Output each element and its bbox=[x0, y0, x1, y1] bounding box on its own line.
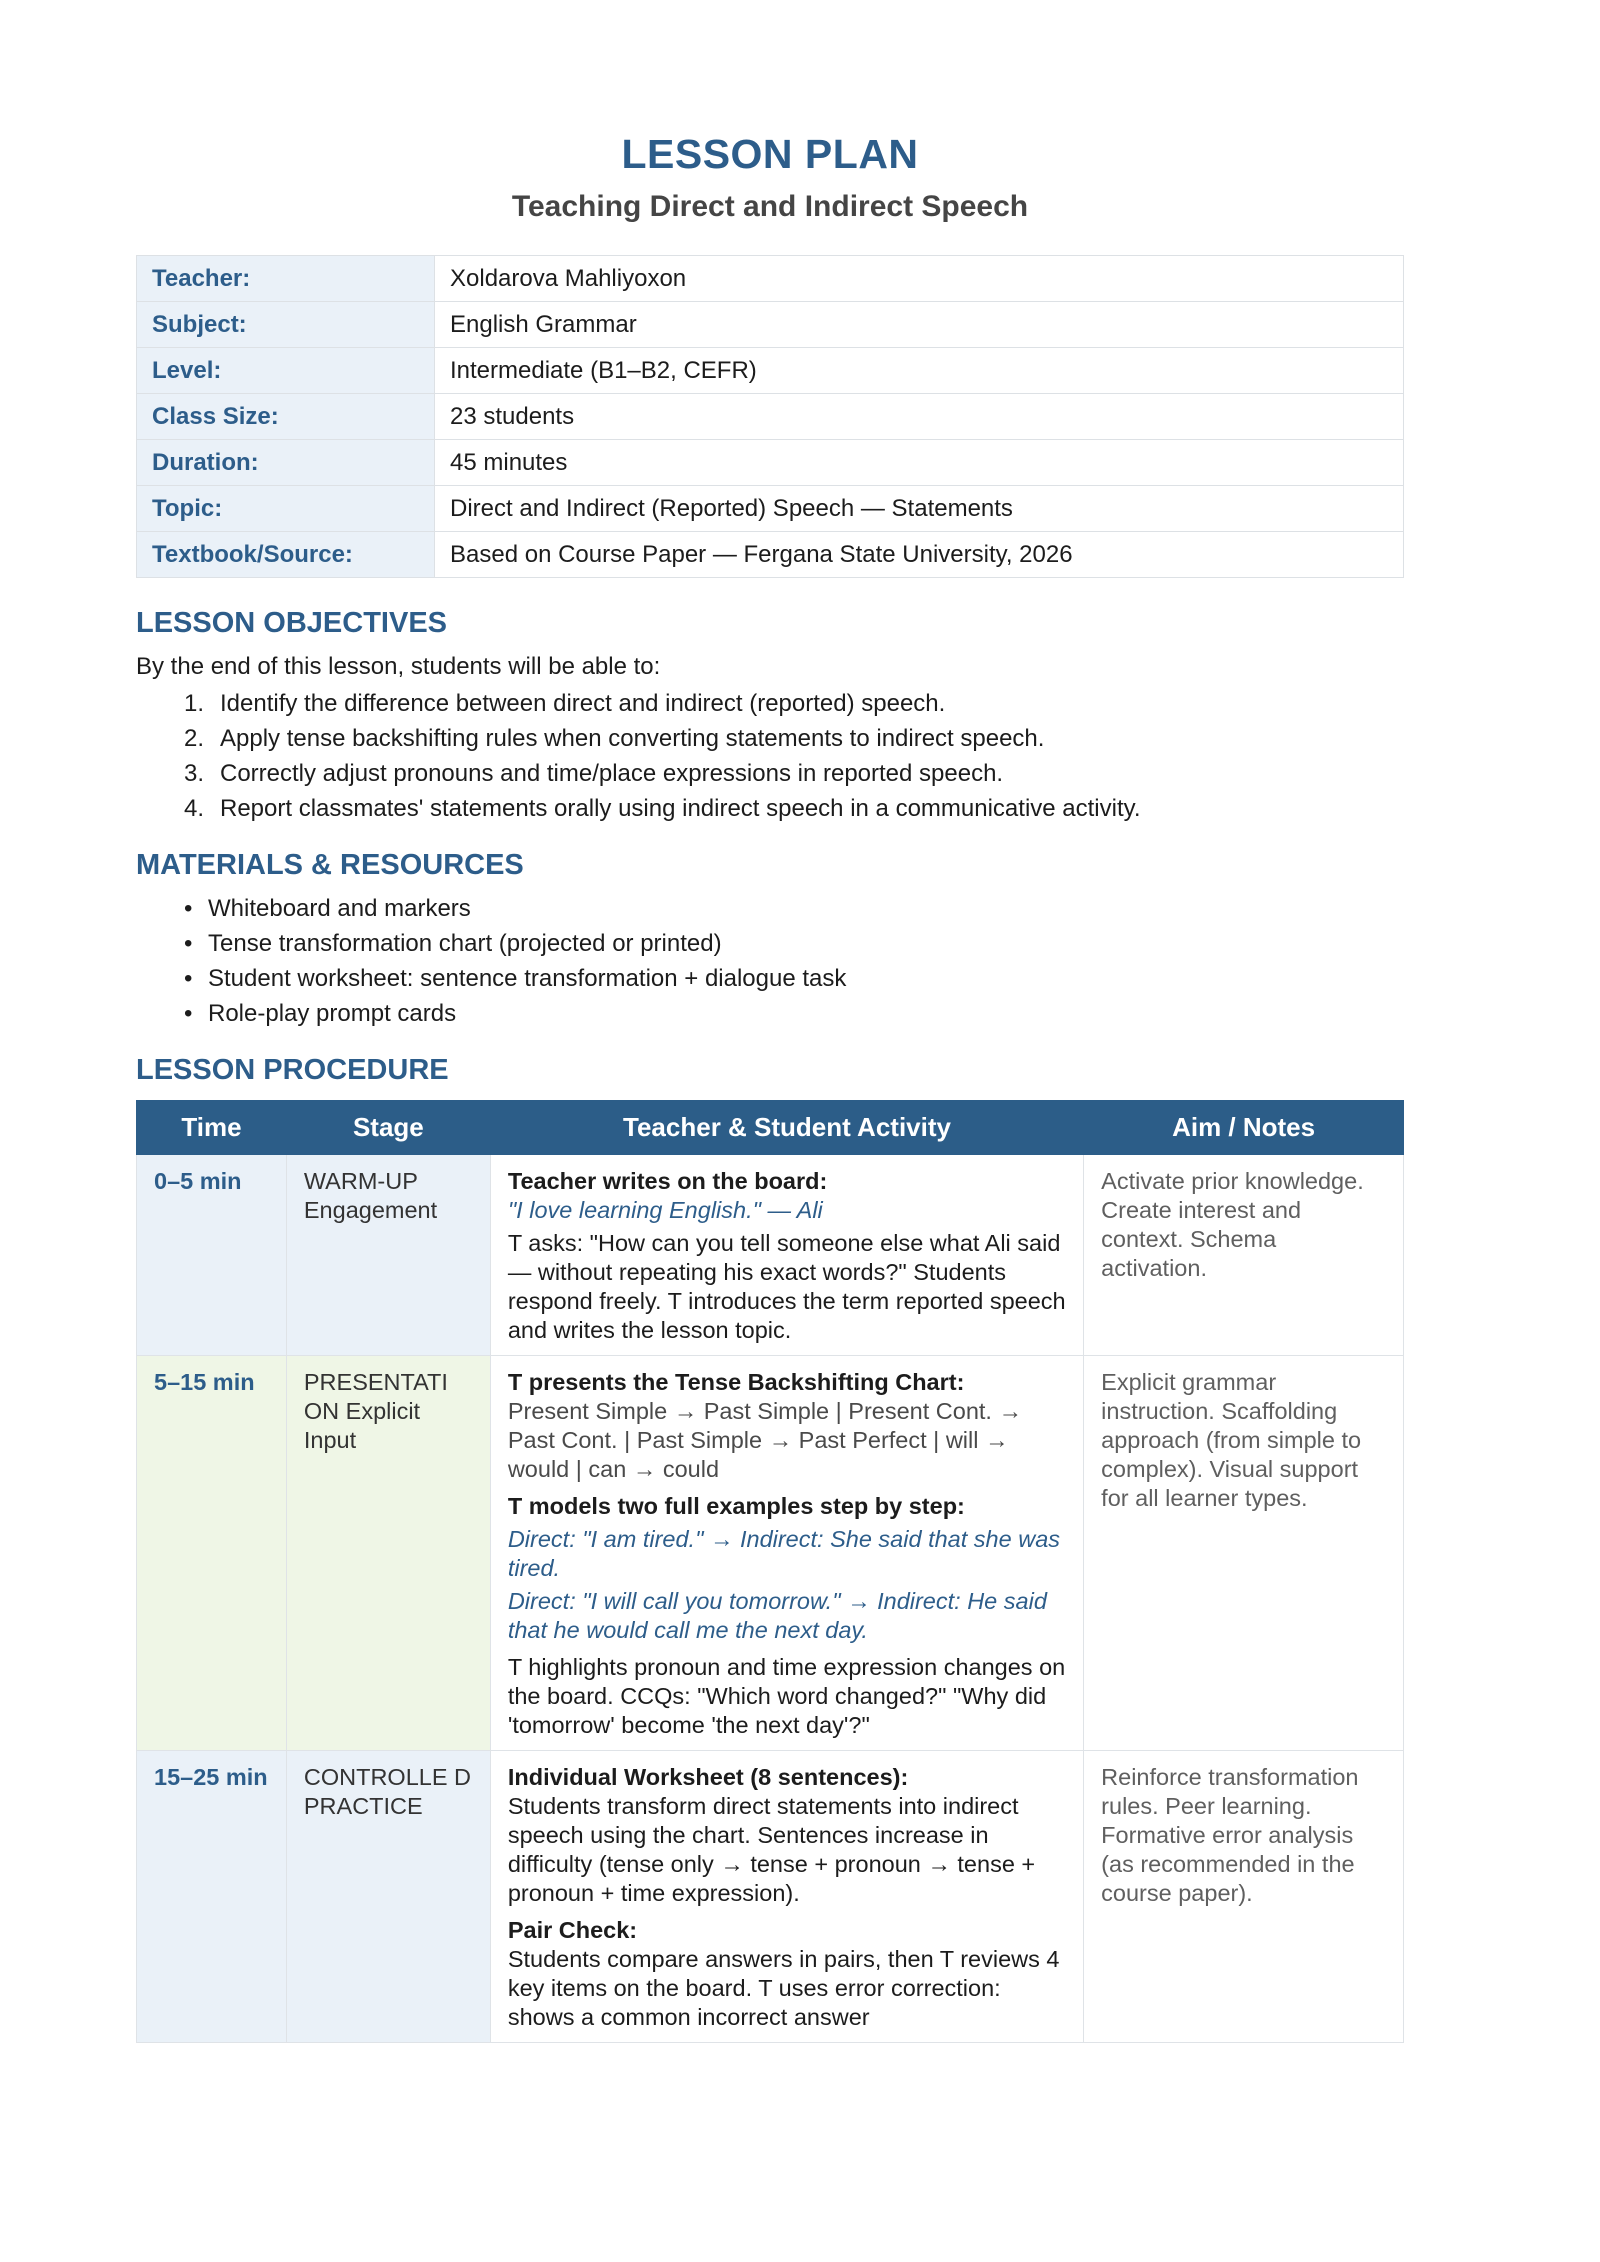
objectives-heading: LESSON OBJECTIVES bbox=[136, 607, 448, 640]
objective-text: Apply tense backshifting rules when converting statements to indirect speech. bbox=[220, 725, 1045, 753]
info-label: Level: bbox=[137, 348, 435, 394]
bullet-icon: • bbox=[184, 894, 193, 922]
row-activity bbox=[490, 1355, 1083, 1750]
procedure-heading: LESSON PROCEDURE bbox=[136, 1053, 449, 1086]
row-stage: PRESENTATI ON Explicit Input bbox=[286, 1355, 490, 1750]
info-value: English Grammar bbox=[435, 302, 1404, 348]
row-stage: WARM-UP Engagement bbox=[286, 1154, 490, 1355]
activity-quote: "I love learning English." — Ali bbox=[507, 1196, 823, 1223]
info-value: Intermediate (B1–B2, CEFR) bbox=[435, 348, 1404, 394]
info-value: Xoldarova Mahliyoxon bbox=[435, 256, 1404, 302]
row-time: 5–15 min bbox=[137, 1355, 287, 1750]
material-item bbox=[184, 961, 1404, 996]
column-header-aim: Aim / Notes bbox=[1084, 1100, 1404, 1154]
procedure-row-warm-up bbox=[137, 1154, 1404, 1355]
material-text: Whiteboard and markers bbox=[208, 894, 471, 922]
info-row-textbook bbox=[137, 532, 1404, 578]
procedure-row-controlled-practice bbox=[137, 1750, 1404, 2042]
row-activity bbox=[490, 1750, 1083, 2042]
activity-text: Students transform direct statements into indirect speech using the chart. Sentences increase in difficulty (tense only → tense + pronoun → tense + pronoun + time expression). bbox=[507, 1792, 1036, 1906]
procedure-table bbox=[136, 1100, 1404, 2043]
info-value: Based on Course Paper — Fergana State University, 2026 bbox=[435, 532, 1404, 578]
activity-text: Students compare answers in pairs, then T reviews 4 key items on the board. T uses error correction: shows a common incorrect answer bbox=[507, 1945, 1060, 2030]
info-label: Subject: bbox=[137, 302, 435, 348]
procedure-header-row bbox=[137, 1100, 1404, 1154]
objective-text: Report classmates' statements orally using indirect speech in a communicative activity. bbox=[220, 795, 1141, 823]
row-activity bbox=[490, 1154, 1083, 1355]
objectives-intro: By the end of this lesson, students will be able to: bbox=[136, 652, 661, 680]
objectives-list bbox=[136, 686, 1404, 826]
activity-text: T asks: "How can you tell someone else what Ali said — without repeating his exact words?" Students respond freely. T introduces the term reported speech and writes the lesson topic. bbox=[507, 1229, 1066, 1343]
bullet-icon: • bbox=[184, 929, 193, 957]
row-stage: CONTROLLE D PRACTICE bbox=[286, 1750, 490, 2042]
info-row-duration bbox=[137, 440, 1404, 486]
material-text: Student worksheet: sentence transformation + dialogue task bbox=[208, 964, 847, 992]
info-row-teacher bbox=[137, 256, 1404, 302]
objective-number: 1. bbox=[184, 690, 205, 718]
info-value: 23 students bbox=[435, 394, 1404, 440]
objective-number: 4. bbox=[184, 795, 205, 823]
info-label: Class Size: bbox=[137, 394, 435, 440]
row-aim: Reinforce transformation rules. Peer learning. Formative error analysis (as recommended in the course paper). bbox=[1084, 1750, 1404, 2042]
activity-heading: T presents the Tense Backshifting Chart: bbox=[507, 1368, 965, 1395]
info-row-class-size bbox=[137, 394, 1404, 440]
material-text: Tense transformation chart (projected or printed) bbox=[208, 929, 722, 957]
page-title: LESSON PLAN bbox=[621, 131, 919, 177]
lesson-info-table bbox=[136, 255, 1404, 578]
materials-list bbox=[136, 891, 1404, 1031]
material-item bbox=[184, 891, 1404, 926]
example-2: Direct: "I will call you tomorrow." → Indirect: He said that he would call me the next day. bbox=[507, 1587, 1047, 1643]
backshift-chart-text: Present Simple → Past Simple | Present Cont. → Past Cont. | Past Simple → Past Perfect | will → would | can → could bbox=[507, 1397, 1022, 1482]
info-value: 45 minutes bbox=[435, 440, 1404, 486]
column-header-activity: Teacher & Student Activity bbox=[490, 1100, 1083, 1154]
example-1: Direct: "I am tired." → Indirect: She said that she was tired. bbox=[507, 1525, 1061, 1581]
activity-heading: Individual Worksheet (8 sentences): bbox=[507, 1763, 909, 1790]
row-time: 15–25 min bbox=[137, 1750, 287, 2042]
info-row-subject bbox=[137, 302, 1404, 348]
page-subtitle: Teaching Direct and Indirect Speech bbox=[511, 190, 1029, 224]
activity-heading: Pair Check: bbox=[507, 1916, 638, 1943]
material-text: Role-play prompt cards bbox=[208, 999, 457, 1027]
materials-heading: MATERIALS & RESOURCES bbox=[136, 849, 524, 882]
row-time: 0–5 min bbox=[137, 1154, 287, 1355]
objective-item bbox=[184, 721, 1404, 756]
objective-item bbox=[184, 756, 1404, 791]
bullet-icon: • bbox=[184, 999, 193, 1027]
activity-text: T highlights pronoun and time expression changes on the board. CCQs: "Which word changed?" "Why did 'tomorrow' become 'the next day'?" bbox=[507, 1653, 1066, 1738]
activity-heading: Teacher writes on the board: bbox=[507, 1167, 828, 1194]
column-header-time: Time bbox=[137, 1100, 287, 1154]
objective-item bbox=[184, 686, 1404, 721]
info-label: Textbook/Source: bbox=[137, 532, 435, 578]
info-row-level bbox=[137, 348, 1404, 394]
objective-text: Correctly adjust pronouns and time/place expressions in reported speech. bbox=[220, 760, 1004, 788]
info-value: Direct and Indirect (Reported) Speech — Statements bbox=[435, 486, 1404, 532]
material-item bbox=[184, 926, 1404, 961]
procedure-row-presentation bbox=[137, 1355, 1404, 1750]
info-label: Teacher: bbox=[137, 256, 435, 302]
row-aim: Activate prior knowledge. Create interest and context. Schema activation. bbox=[1084, 1154, 1404, 1355]
objective-number: 3. bbox=[184, 760, 205, 788]
lesson-plan-page bbox=[136, 130, 1404, 2043]
column-header-stage: Stage bbox=[286, 1100, 490, 1154]
row-aim: Explicit grammar instruction. Scaffolding approach (from simple to complex). Visual support for all learner types. bbox=[1084, 1355, 1404, 1750]
material-item bbox=[184, 996, 1404, 1031]
bullet-icon: • bbox=[184, 964, 193, 992]
activity-heading: T models two full examples step by step: bbox=[507, 1492, 965, 1519]
objective-item bbox=[184, 791, 1404, 826]
info-label: Duration: bbox=[137, 440, 435, 486]
objective-text: Identify the difference between direct and indirect (reported) speech. bbox=[220, 690, 946, 718]
info-label: Topic: bbox=[137, 486, 435, 532]
objective-number: 2. bbox=[184, 725, 205, 753]
info-row-topic bbox=[137, 486, 1404, 532]
